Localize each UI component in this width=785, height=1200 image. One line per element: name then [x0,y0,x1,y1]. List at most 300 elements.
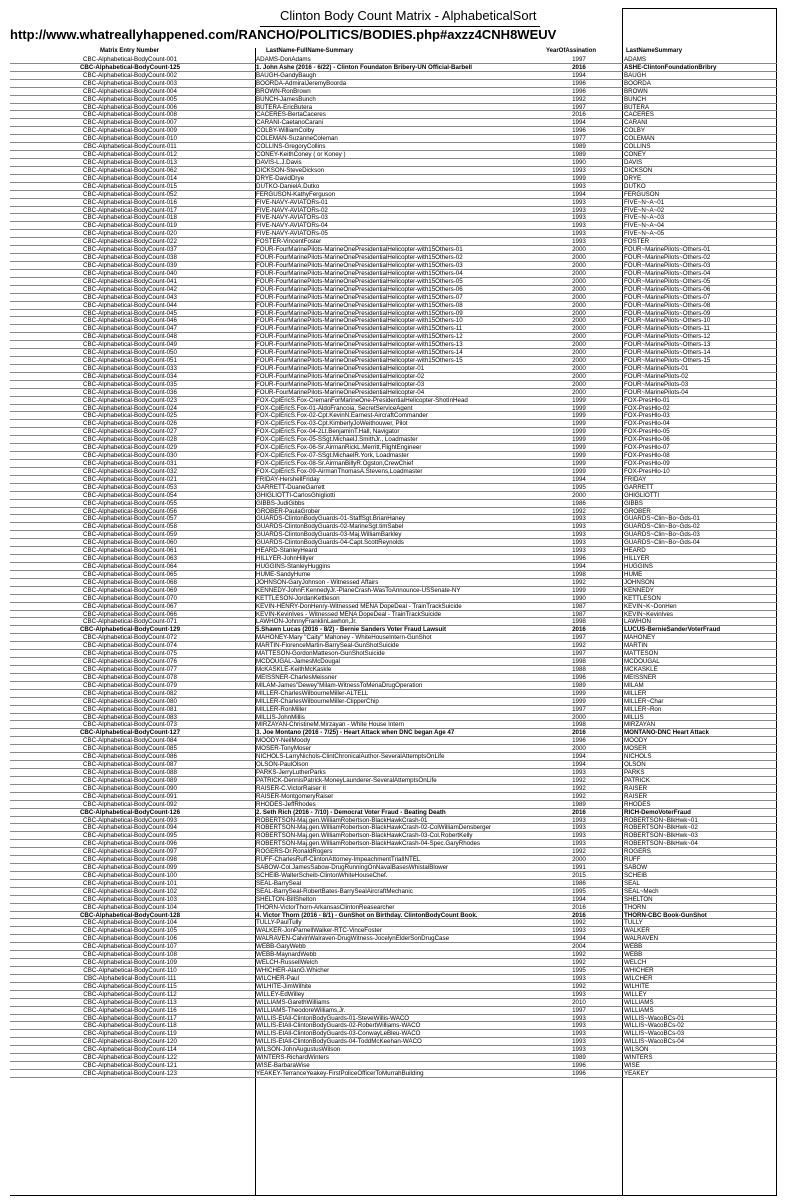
year-cell: 2000 [572,745,586,753]
lastname-summary-cell: KENNEDY [624,586,654,594]
year-cell: 1977 [572,135,586,143]
fullname-summary-cell: FOUR-FourMarinePilots-MarineOnePresidentialHelicopter-with15Others-07 [256,293,463,301]
table-row [10,650,777,658]
lastname-summary-cell: WELCH [624,959,647,967]
table-header [10,48,777,56]
table-row [10,341,777,349]
entry-number-cell: CBC-Alphabetical-BodyCount-019 [83,222,177,230]
entry-number-cell: CBC-Alphabetical-BodyCount-104 [83,903,177,911]
lastname-summary-cell: ASHE-ClintonFoundationBribry [624,63,717,71]
fullname-summary-cell: FOX-CplEricS.Fox-09-AirmanThomasA.Stevens,Loadmaster [256,467,423,475]
lastname-summary-cell: HEARD [624,547,646,555]
lastname-summary-cell: THORN [624,903,646,911]
year-cell: 1988 [572,665,586,673]
lastname-summary-cell: FIVE~N~A~05 [624,230,665,238]
entry-number-cell: CBC-Alphabetical-BodyCount-082 [83,689,177,697]
entry-number-cell: CBC-Alphabetical-BodyCount-096 [83,840,177,848]
year-cell: 2000 [572,372,586,380]
lastname-summary-cell: YEAKEY [624,1070,649,1077]
entry-number-cell: CBC-Alphabetical-BodyCount-039 [83,261,177,269]
entry-number-cell: CBC-Alphabetical-BodyCount-066 [83,610,177,618]
year-cell: 1996 [572,555,586,563]
lastname-summary-cell: RAISER [624,784,648,792]
table-row [10,595,777,603]
entry-number-cell: CBC-Alphabetical-BodyCount-121 [83,1062,177,1070]
fullname-summary-cell: ROBERTSON-Maj.gen.WilliamRobertson-BlackHawkCrash-03-Col.RobertKelly [256,832,473,840]
year-cell: 1989 [572,800,586,808]
entry-number-cell: CBC-Alphabetical-BodyCount-036 [83,388,177,396]
lastname-summary-cell: FOUR~MarinePilots~Others-04 [624,269,711,277]
entry-number-cell: CBC-Alphabetical-BodyCount-058 [83,523,177,531]
fullname-summary-cell: FOUR-FourMarinePilots-MarineOnePresidentialHelicopter-with15Others-08 [256,301,463,309]
table-row [10,888,777,896]
table-row [10,611,777,619]
fullname-summary-cell: MILLIS-JohnMillis [256,713,305,721]
lastname-summary-cell: KETTLESON [624,594,661,602]
fullname-summary-cell: FOX-CplEricS.Fox-05-SSgt.MichaelJ.SmithJr., Loadmaster [256,436,418,444]
year-cell: 1992 [572,642,586,650]
entry-number-cell: CBC-Alphabetical-BodyCount-105 [83,927,177,935]
table-row [10,381,777,389]
lastname-summary-cell: WILLIS~WacoBCs-01 [624,1014,685,1022]
year-cell: 1992 [572,578,586,586]
lastname-summary-cell: MILLER [624,689,647,697]
year-cell: 1993 [572,523,586,531]
entry-number-cell: CBC-Alphabetical-BodyCount-083 [83,713,177,721]
lastname-summary-cell: COLBY [624,127,645,135]
table-row [10,706,777,714]
year-cell: 1993 [572,214,586,222]
entry-number-cell: CBC-Alphabetical-BodyCount-129 [79,626,181,634]
fullname-summary-cell: GUARDS-ClintonBodyGuards-04-Capt.ScottReynolds [256,539,404,547]
table-row [10,991,777,999]
lastname-summary-cell: FOUR~MarinePilots-02 [624,372,689,380]
fullname-summary-cell: MEISSNER-CharlesMeissner [256,673,337,681]
entry-number-cell: CBC-Alphabetical-BodyCount-097 [83,848,177,856]
lastname-summary-cell: FOUR~MarinePilots~Others-08 [624,301,711,309]
year-cell: 2000 [572,293,586,301]
fullname-summary-cell: HEARD-StanleyHeard [256,547,318,555]
lastname-summary-cell: FOX-PresHlo-08 [624,452,670,460]
fullname-summary-cell: JOHNSON-GaryJohnson - Witnessed Affairs [256,578,379,586]
lastname-summary-cell: MCDOUGAL [624,658,660,666]
lastname-summary-cell: SABOW [624,864,648,872]
fullname-summary-cell: FOX-CplEricS.Fox-08-Sr.AirmanBillyR.Ogston,CrewChief [256,460,414,468]
lastname-summary-cell: RHODES [624,800,651,808]
year-cell: 1992 [572,95,586,103]
lastname-summary-cell: RAISER [624,792,648,800]
table-row [10,349,777,357]
lastname-summary-cell: WILLIS~WacoBCs-03 [624,1030,685,1038]
entry-number-cell: CBC-Alphabetical-BodyCount-055 [83,499,177,507]
lastname-summary-cell: OLSON [624,761,646,769]
source-url: http://www.whatreallyhappened.com/RANCHO/POLITICS/BODIES.php#axzz4CNH8WEUV [10,27,557,42]
entry-number-cell: CBC-Alphabetical-BodyCount-087 [83,761,177,769]
year-cell: 1993 [572,1022,586,1030]
year-cell: 1993 [572,515,586,523]
lastname-summary-cell: WHICHER [624,967,654,975]
entry-number-cell: CBC-Alphabetical-BodyCount-044 [83,301,177,309]
entry-number-cell: CBC-Alphabetical-BodyCount-033 [83,364,177,372]
fullname-summary-cell: RAISER-C.VictorRaiser II [256,784,327,792]
year-cell: 1996 [572,1070,586,1077]
fullname-summary-cell: COLLINS-GregoryCollins [256,143,326,151]
fullname-summary-cell: HUGGINS-StanleyHuggins [256,563,331,570]
fullname-summary-cell: GUARDS-ClintonBodyGuards-02-MarineSgt.timSabel [256,523,404,531]
lastname-summary-cell: MEISSNER [624,673,657,681]
table-row [10,1054,777,1062]
year-cell: 1992 [572,982,586,990]
table-row [10,872,777,880]
entry-number-cell: CBC-Alphabetical-BodyCount-041 [83,277,177,285]
year-cell: 1997 [572,103,586,111]
year-cell: 2016 [572,63,586,71]
fullname-summary-cell: RUFF-CharlesRuff-ClintonAttorney-ImpeachmentTrialINTEL [256,856,421,864]
table-row [10,539,777,547]
lastname-summary-cell: ROBERTSON~BlkHwk~02 [624,824,698,832]
table-row [10,254,777,262]
entry-number-cell: CBC-Alphabetical-BodyCount-114 [83,1046,177,1054]
table-body [10,56,777,1078]
fullname-summary-cell: COLEMAN-SuzanneColeman [256,135,338,143]
entry-number-cell: CBC-Alphabetical-BodyCount-061 [83,547,177,555]
year-cell: 1998 [572,721,586,729]
lastname-summary-cell: FOUR~MarinePilots~Others-01 [624,246,711,254]
lastname-summary-cell: ROBERTSON~BlkHwk~04 [624,840,698,848]
header-right-box [622,8,777,49]
fullname-summary-cell: SEAL-BarrySeal [256,879,302,887]
entry-number-cell: CBC-Alphabetical-BodyCount-081 [83,705,177,713]
entry-number-cell: CBC-Alphabetical-BodyCount-007 [83,119,177,127]
fullname-summary-cell: YEAKEY-TerranceYeakey-FirstPoliceOfficerToMurrahBuilding [256,1070,424,1077]
lastname-summary-cell: DRYE [624,174,642,182]
year-cell: 2000 [572,491,586,499]
table-row [10,143,777,151]
year-cell: 1995 [572,967,586,975]
lastname-summary-cell: MIRZAYAN [624,721,656,729]
table-row [10,666,777,674]
entry-number-cell: CBC-Alphabetical-BodyCount-023 [83,396,177,404]
spreadsheet [10,6,777,1196]
table-row [10,135,777,143]
entry-number-cell: CBC-Alphabetical-BodyCount-013 [83,158,177,166]
table-row [10,278,777,286]
lastname-summary-cell: WISE [624,1062,640,1070]
table-row [10,412,777,420]
table-row [10,840,777,848]
fullname-summary-cell: ADAMS-DonAdams [256,56,311,63]
table-row [10,753,777,761]
fullname-summary-cell: MAHONEY-Mary "Caity" Mahoney - WhiteHouseIntern-GunShot [256,634,432,642]
entry-number-cell: CBC-Alphabetical-BodyCount-048 [83,333,177,341]
lastname-summary-cell: COLEMAN [624,135,655,143]
entry-number-cell: CBC-Alphabetical-BodyCount-037 [83,246,177,254]
year-cell: 2000 [572,333,586,341]
fullname-summary-cell: WEBB-GaryWebb [256,943,306,951]
lastname-summary-cell: COLLINS [624,143,651,151]
lastname-summary-cell: PATRICK [624,776,650,784]
entry-number-cell: CBC-Alphabetical-BodyCount-077 [83,665,177,673]
fullname-summary-cell: FOUR-FourMarinePilots-MarineOnePresidentialHelicopter-with15Others-01 [256,246,463,254]
table-row [10,769,777,777]
entry-number-cell: CBC-Alphabetical-BodyCount-122 [83,1054,177,1062]
year-cell: 1993 [572,832,586,840]
fullname-summary-cell: FOUR-FourMarinePilots-MarineOnePresidentialHelicopter-with15Others-12 [256,333,463,341]
fullname-summary-cell: CONEY-KeithConey ( or Koney ) [256,151,346,159]
fullname-summary-cell: FOUR-FourMarinePilots-MarineOnePresidentialHelicopter-02 [256,372,425,380]
year-cell: 1998 [572,658,586,666]
lastname-summary-cell: KEVIN~KevinIves [624,610,674,618]
year-cell: 2016 [572,808,586,816]
year-cell: 1999 [572,586,586,594]
year-cell: 1993 [572,1030,586,1038]
entry-number-cell: CBC-Alphabetical-BodyCount-050 [83,349,177,357]
entry-number-cell: CBC-Alphabetical-BodyCount-046 [83,317,177,325]
entry-number-cell: CBC-Alphabetical-BodyCount-057 [83,515,177,523]
year-cell: 1999 [572,467,586,475]
lastname-summary-cell: GUARDS~Clin~Bo~Gds-03 [624,531,700,539]
year-cell: 1993 [572,816,586,824]
fullname-summary-cell: WILLIS-EtAll-ClintonBodyGuards-03-ConwayLeBleu-WACO [256,1030,421,1038]
entry-number-cell: CBC-Alphabetical-BodyCount-084 [83,737,177,745]
table-row [10,832,777,840]
lastname-summary-cell: GIBBS [624,499,643,507]
lastname-summary-cell: FERGUSON [624,190,660,198]
entry-number-cell: CBC-Alphabetical-BodyCount-063 [83,555,177,563]
year-cell: 1995 [572,483,586,491]
entry-number-cell: CBC-Alphabetical-BodyCount-071 [83,618,177,626]
fullname-summary-cell: ROBERTSON-Maj.gen.WilliamRobertson-BlackHawkCrash-01 [256,816,428,824]
entry-number-cell: CBC-Alphabetical-BodyCount-111 [83,974,177,982]
fullname-summary-cell: COLBY-WilliamColby [256,127,315,135]
table-row [10,127,777,135]
table-row [10,737,777,745]
fullname-summary-cell: FOUR-FourMarinePilots-MarineOnePresidentialHelicopter-with15Others-03 [256,261,463,269]
fullname-summary-cell: DAVIS-L.J.Davis [256,158,302,166]
lastname-summary-cell: BROWN [624,87,648,95]
lastname-summary-cell: DICKSON [624,166,653,174]
entry-number-cell: CBC-Alphabetical-BodyCount-002 [83,71,177,79]
year-cell: 2015 [572,871,586,879]
table-row [10,199,777,207]
fullname-summary-cell: KEVIN-KevinIves - Witnessed MENA DopeDeal - TrainTrackSuicide [256,610,442,618]
table-row [10,1022,777,1030]
entry-number-cell: CBC-Alphabetical-BodyCount-074 [83,642,177,650]
lastname-summary-cell: WILLIS~WacoBCs-02 [624,1022,685,1030]
year-cell: 1986 [572,499,586,507]
lastname-summary-cell: HUME [624,570,643,578]
table-row [10,523,777,531]
lastname-summary-cell: GARRETT [624,483,654,491]
fullname-summary-cell: FOUR-FourMarinePilots-MarineOnePresidentialHelicopter-with15Others-09 [256,309,463,317]
entry-number-cell: CBC-Alphabetical-BodyCount-101 [83,879,177,887]
lastname-summary-cell: FOX-PresHlo-06 [624,436,670,444]
table-row [10,389,777,397]
year-cell: 1996 [572,87,586,95]
year-cell: 1993 [572,198,586,206]
year-cell: 2016 [572,911,586,919]
year-cell: 1994 [572,71,586,79]
year-cell: 1998 [572,570,586,578]
lastname-summary-cell: HUGGINS [624,563,653,570]
table-row [10,642,777,650]
entry-number-cell: CBC-Alphabetical-BodyCount-073 [83,721,177,729]
table-row [10,809,777,817]
fullname-summary-cell: WEBB-MaynardWebb [256,951,317,959]
table-row [10,167,777,175]
table-row [10,270,777,278]
table-row [10,357,777,365]
row-divider [10,1077,777,1078]
year-cell: 1993 [572,840,586,848]
lastname-summary-cell: MAHONEY [624,634,656,642]
table-row [10,634,777,642]
table-row [10,1070,777,1078]
entry-number-cell: CBC-Alphabetical-BodyCount-108 [83,951,177,959]
lastname-summary-cell: MCKASKLE [624,665,658,673]
table-row [10,761,777,769]
entry-number-cell: CBC-Alphabetical-BodyCount-090 [83,784,177,792]
fullname-summary-cell: ROGERS-Dr.RonaldRogers [256,848,333,856]
fullname-summary-cell: BUNCH-JamesBunch [256,95,316,103]
fullname-summary-cell: MARTIN-FlorenceMartin-BarrySeal-GunShotSuicide [256,642,399,650]
lastname-summary-cell: SEAL~Mech [624,887,659,895]
year-cell: 1994 [572,761,586,769]
lastname-summary-cell: ROGERS [624,848,651,856]
year-cell: 1999 [572,436,586,444]
table-row [10,294,777,302]
table-row [10,428,777,436]
year-cell: 2010 [572,998,586,1006]
table-row [10,333,777,341]
fullname-summary-cell: RHODES-JeffRhodes [256,800,316,808]
year-cell: 1993 [572,206,586,214]
table-row [10,603,777,611]
entry-number-cell: CBC-Alphabetical-BodyCount-068 [83,578,177,586]
lastname-summary-cell: CACERES [624,111,654,119]
year-cell: 2016 [572,626,586,634]
table-row [10,365,777,373]
fullname-summary-cell: LAWHON-JohnnyFranklinLawhon,Jr. [256,618,357,626]
lastname-summary-cell: WILLIAMS [624,998,654,1006]
fullname-summary-cell: FOX-CplEricS.Fox-CremanForMarineOne-PresidentialHelicopter-ShotInHead [256,396,468,404]
fullname-summary-cell: FOX-CplEricS.Fox-04-2Lt.BenjaminT.Hall, Navigator [256,428,400,436]
entry-number-cell: CBC-Alphabetical-BodyCount-075 [83,650,177,658]
year-cell: 1994 [572,119,586,127]
year-cell: 2000 [572,856,586,864]
year-cell: 1993 [572,166,586,174]
fullname-summary-cell: BROWN-RonBrown [256,87,311,95]
entry-number-cell: CBC-Alphabetical-BodyCount-014 [83,174,177,182]
table-row [10,302,777,310]
lastname-summary-cell: RICH-DemoVoterFraud [624,808,691,816]
lastname-summary-cell: WEBB [624,951,643,959]
year-cell: 1999 [572,460,586,468]
lastname-summary-cell: FOUR~MarinePilots-03 [624,380,689,388]
year-cell: 2000 [572,309,586,317]
entry-number-cell: CBC-Alphabetical-BodyCount-120 [83,1038,177,1046]
fullname-summary-cell: FOUR-FourMarinePilots-MarineOnePresidentialHelicopter-with15Others-15 [256,357,463,365]
lastname-summary-cell: THORN-CBC Book-GunShot [624,911,707,919]
table-row [10,935,777,943]
fullname-summary-cell: FOUR-FourMarinePilots-MarineOnePresidentialHelicopter-04 [256,388,425,396]
lastname-summary-cell: GUARDS~Clin~Bo~Gds-04 [624,539,700,547]
year-cell: 1996 [572,737,586,745]
entry-number-cell: CBC-Alphabetical-BodyCount-018 [83,214,177,222]
entry-number-cell: CBC-Alphabetical-BodyCount-003 [83,79,177,87]
table-row [10,508,777,516]
entry-number-cell: CBC-Alphabetical-BodyCount-115 [83,982,177,990]
entry-number-cell: CBC-Alphabetical-BodyCount-009 [83,127,177,135]
lastname-summary-cell: FIVE~N~A~01 [624,198,665,206]
year-cell: 1996 [572,127,586,135]
fullname-summary-cell: MIRZAYAN-ChristineM.Mirzayan - White House Intern [256,721,404,729]
table-row [10,1046,777,1054]
fullname-summary-cell: MOODY-NeilMoody [256,737,311,745]
table-row [10,183,777,191]
entry-number-cell: CBC-Alphabetical-BodyCount-034 [83,372,177,380]
table-row [10,222,777,230]
entry-number-cell: CBC-Alphabetical-BodyCount-091 [83,792,177,800]
fullname-summary-cell: KETTLESON-JordanKettleson [256,594,340,602]
table-row [10,571,777,579]
year-cell: 1998 [572,618,586,626]
fullname-summary-cell: BUTERA-EricButera [256,103,313,111]
entry-number-cell: CBC-Alphabetical-BodyCount-099 [83,864,177,872]
lastname-summary-cell: FOUR~MarinePilots~Others-03 [624,261,711,269]
entry-number-cell: CBC-Alphabetical-BodyCount-094 [83,824,177,832]
entry-number-cell: CBC-Alphabetical-BodyCount-059 [83,531,177,539]
year-cell: 1989 [572,151,586,159]
lastname-summary-cell: FOUR~MarinePilots~Others-12 [624,333,711,341]
entry-number-cell: CBC-Alphabetical-BodyCount-104 [83,919,177,927]
table-row [10,420,777,428]
fullname-summary-cell: DRYE-DavidDrye [256,174,305,182]
table-row [10,175,777,183]
entry-number-cell: CBC-Alphabetical-BodyCount-045 [83,309,177,317]
entry-number-cell: CBC-Alphabetical-BodyCount-125 [79,63,181,71]
table-row [10,618,777,626]
table-row [10,690,777,698]
table-row [10,983,777,991]
lastname-summary-cell: FOUR~MarinePilots-04 [624,388,689,396]
table-row [10,1007,777,1015]
document-title: Clinton Body Count Matrix - AlphabeticalSort [280,8,537,23]
year-cell: 2000 [572,325,586,333]
entry-number-cell: CBC-Alphabetical-BodyCount-102 [83,887,177,895]
lastname-summary-cell: WILCHER [624,974,653,982]
fullname-summary-cell: HUME-SandyHume [256,570,311,578]
entry-number-cell: CBC-Alphabetical-BodyCount-065 [83,570,177,578]
lastname-summary-cell: MATTESON [624,650,658,658]
fullname-summary-cell: 3. Joe Montano (2016 - 7/25) - Heart Attack when DNC began Age 47 [256,729,455,737]
lastname-summary-cell: FOX-PresHlo-09 [624,460,670,468]
table-row [10,1015,777,1023]
entry-number-cell: CBC-Alphabetical-BodyCount-029 [83,444,177,452]
fullname-summary-cell: HILLYER-JohnHillyer [256,555,314,563]
lastname-summary-cell: FIVE~N~A~02 [624,206,665,214]
table-row [10,951,777,959]
entry-number-cell: CBC-Alphabetical-BodyCount-113 [83,998,177,1006]
year-cell: 1993 [572,222,586,230]
table-row [10,793,777,801]
table-bottom-border [10,1195,777,1196]
fullname-summary-cell: FOX-CplEricS.Fox-03-Cpt.KimberlyJoWeithouwer, Pilot [256,420,408,428]
year-cell: 1994 [572,475,586,483]
entry-number-cell: CBC-Alphabetical-BodyCount-088 [83,768,177,776]
lastname-summary-cell: ROBERTSON~BlkHwk~03 [624,832,698,840]
entry-number-cell: CBC-Alphabetical-BodyCount-092 [83,800,177,808]
